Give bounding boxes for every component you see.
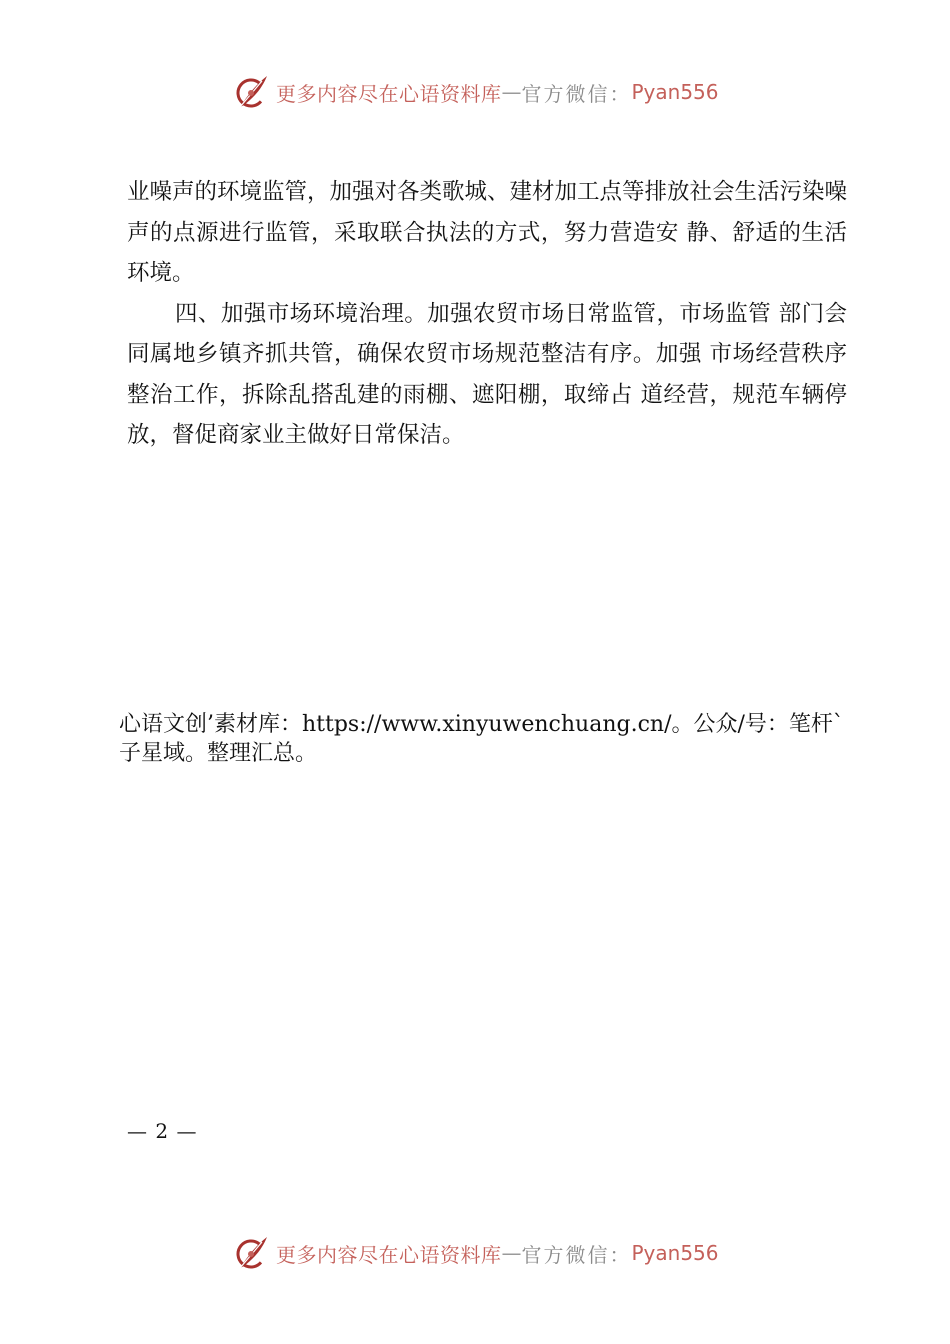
page-number: — 2 — <box>127 1119 198 1143</box>
quill-pen-logo-icon <box>232 1233 272 1273</box>
banner-slogan: 更多内容尽在心语资料库 <box>276 1242 502 1267</box>
banner-wechat-label: 官方微信： <box>521 81 632 106</box>
banner-wechat-account: Pyan556 <box>631 80 719 104</box>
banner-wechat-label: 官方微信： <box>521 1242 632 1267</box>
footer-banner <box>232 1233 719 1273</box>
quill-pen-logo-icon <box>232 72 272 112</box>
banner-separator: — <box>501 1241 522 1265</box>
banner-wechat-account: Pyan556 <box>631 1241 719 1265</box>
document-body <box>127 172 847 456</box>
header-banner <box>232 72 719 112</box>
banner-separator: — <box>501 80 522 104</box>
banner-slogan: 更多内容尽在心语资料库 <box>276 81 502 106</box>
source-note: 心语文创’素材库：https://www.xinyuwenchuang.cn/。公众/号：笔杆`子星域。整理汇总。 <box>119 712 844 766</box>
body-paragraph: 业噪声的环境监管，加强对各类歌城、建材加工点等排放社会生活污染噪声的点源进行监管，采取联合执法的方式，努力营造安 静、舒适的生活环境。 <box>127 179 848 286</box>
body-paragraph: 四、加强市场环境治理。加强农贸市场日常监管，市场监管 部门会同属地乡镇齐抓共管，确保农贸市场规范整洁有序。加强 市场经营秩序整治工作，拆除乱搭乱建的雨棚、遮阳棚，取缔占 道经营，规范车辆停放，督促商家业主做好日常保洁。 <box>127 300 847 448</box>
